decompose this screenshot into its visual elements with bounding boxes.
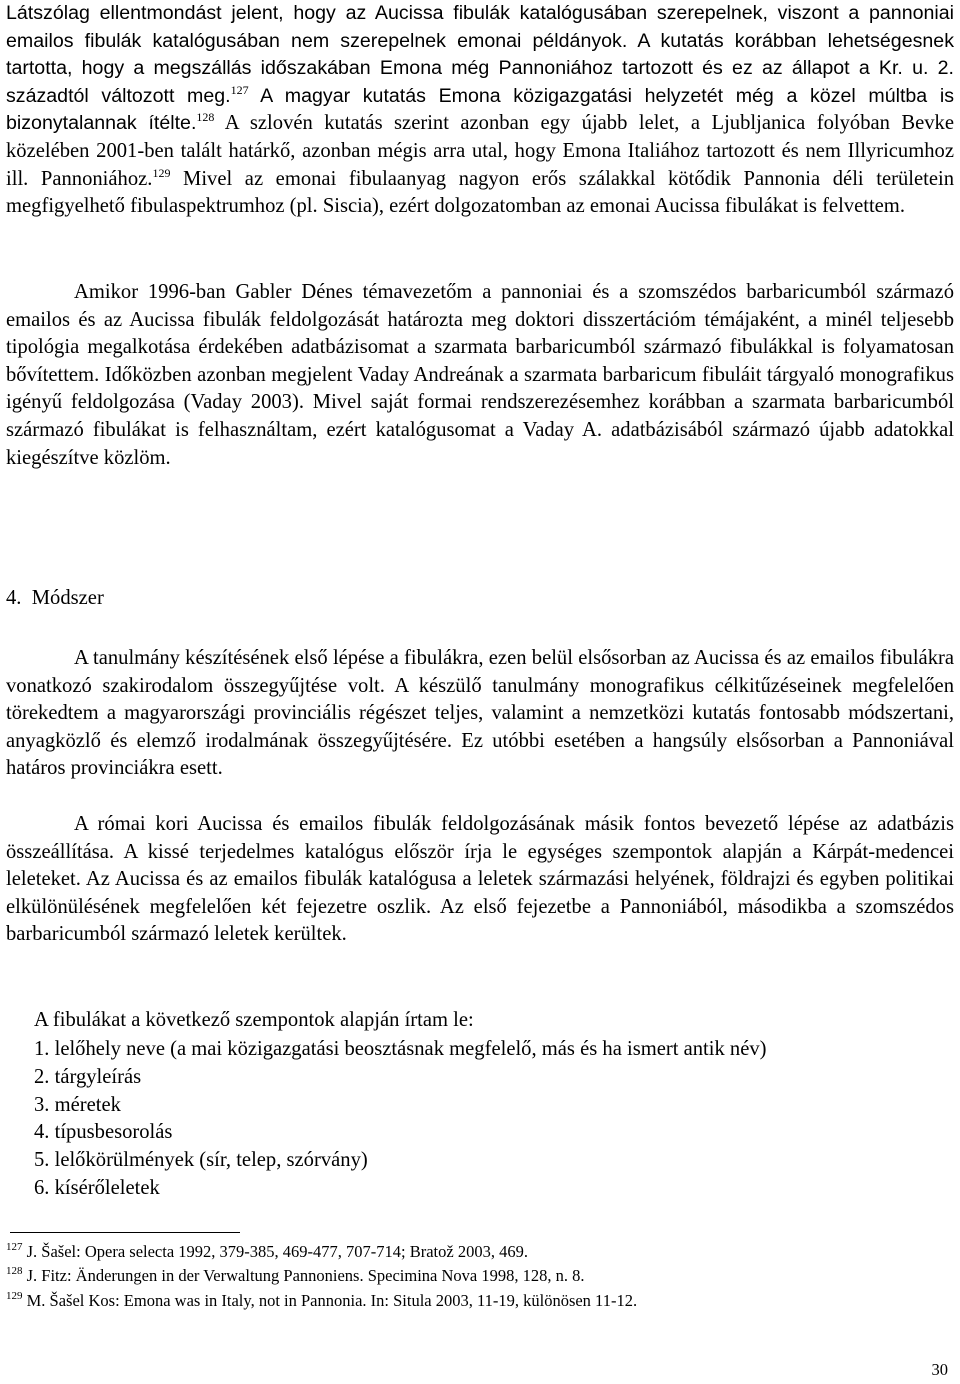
criteria-list: [34, 1036, 767, 1203]
footnote-ref-128[interactable]: 128: [196, 110, 215, 125]
list-item: 6. kísérőleletek: [34, 1176, 160, 1199]
paragraph-text: Mivel az emonai fibulaanyag nagyon erős szálakkal kötődik Pannonia déli területein megfigyelhető fibulaspektrumhoz (pl. Siscia), ezért dolgozatomban az emonai Aucissa fibulákat is felvettem.: [6, 167, 954, 218]
list-item: 1. lelőhely neve (a mai közigazgatási beosztásnak megfelelő, más és ha ismert antik név): [34, 1038, 767, 1060]
footnote-text: M. Šašel Kos: Emona was in Italy, not in Pannonia. In: Situla 2003, 11-19, különösen 11-12.: [22, 1290, 638, 1310]
list-item: 4. típusbesorolás: [34, 1121, 173, 1144]
footnote-128: [6, 1264, 637, 1288]
section-heading: 4. Módszer: [6, 587, 104, 609]
paragraph-catalogue: A római kori Aucissa és emailos fibulák feldolgozásának másik fontos bevezető lépése az adatbázis összeállítása. A kissé terjedelmes katalógus először írja le egységes szempontok alapján a Kárpát-medencei leleteket. Az Aucissa és az emailos fibulák katalógusa a leletek származási helyének, földrajzi és egyben politikai elkülönülésének megfelelően két fejezetre oszlik. Az első fejezetbe a Pannoniából, másodikba a szomszédos barbaricumból származó leletek kerültek.: [6, 813, 954, 946]
footnote-number: 129: [6, 1289, 23, 1302]
page-number: 30: [931, 1360, 948, 1379]
list-item: 2. tárgyleírás: [34, 1065, 142, 1088]
footnote-129: [6, 1289, 637, 1313]
list-intro: A fibulákat a következő szempontok alapján írtam le:: [34, 1009, 474, 1031]
footnote-127: [6, 1240, 637, 1264]
footnote-number: 128: [6, 1265, 23, 1278]
footnote-divider: [10, 1232, 240, 1233]
footnote-ref-127[interactable]: 127: [230, 82, 249, 97]
paragraph-text: Látszólag ellentmondást jelent, hogy az Aucissa fibulák katalógusában szerepelnek, viszont a pannoniai emailos fibulák katalógusában nem szerepelnek emonai példányok. A kutatás korábban lehetségesnek tartotta, hogy a megszállás időszakában Emona még Pannoniához tartozott és ez az állapot a Kr. u. 2. századtól változott meg.: [6, 2, 954, 107]
footnote-number: 127: [6, 1241, 23, 1253]
list-item: 3. méretek: [34, 1093, 121, 1116]
paragraph-text: A magyar kutatás Emona közigazgatási helyzetét még a közel múltba is bizonytalannak ítélte.: [6, 84, 954, 135]
paragraph-text: A szlovén kutatás szerint azonban egy újabb lelet, a Ljubljanica folyóban Bevke közelében 2001-ben talált határkő, azonban mégis arra utal, hogy Emona Italiához tartozott és nem Illyricumhoz ill. Pannoniához.: [6, 112, 954, 190]
footnotes: [6, 1240, 637, 1313]
paragraph-method: A tanulmány készítésének első lépése a fibulákra, ezen belül elsősorban az Aucissa és az emailos fibulákra vonatkozó szakirodalom összegyűjtése volt. A készülő tanulmány monografikus célkitűzéseinek megfelelően törekedtem a magyarországi provinciális régészet teljes, valamint a nemzetközi kutatás fontosabb módszertani, anyagközlő és elemző irodalmának összegyűjtésére. Ez utóbbi esetében a hangsúly elsősorban a Pannoniával határos provinciákra esett.: [6, 647, 954, 780]
list-item: 5. lelőkörülmények (sír, telep, szórvány): [34, 1149, 368, 1172]
footnote-text: J. Fitz: Änderungen in der Verwaltung Pannoniens. Specimina Nova 1998, 128, n. 8.: [22, 1266, 585, 1286]
footnote-ref-129[interactable]: 129: [152, 165, 171, 180]
paragraph-emona: [6, 0, 954, 221]
paragraph-database: Amikor 1996-ban Gabler Dénes témavezetőm a pannoniai és a szomszédos barbaricumból származó emailos és az Aucissa fibulák feldolgozását határozta meg doktori disszertációm témájaként, a minél teljesebb tipológia megalkotása érdekében adatbázisomat a szarmata barbaricumból származó fibulákkal is folyamatosan bővítettem. Időközben azonban megjelent Vaday Andreának a szarmata barbaricum fibuláit tárgyaló monografikus igényű feldolgozása (Vaday 2003). Mivel saját formai rendszerezésemhez korábban a szarmata barbaricumból származó fibulákat is felhasználtam, ezért katalógusomat a Vaday A. adatbázisából származó újabb adatokkal kiegészítve közlöm.: [6, 281, 954, 469]
footnote-text: J. Šašel: Opera selecta 1992, 379-385, 469-477, 707-714; Bratož 2003, 469.: [22, 1242, 528, 1261]
